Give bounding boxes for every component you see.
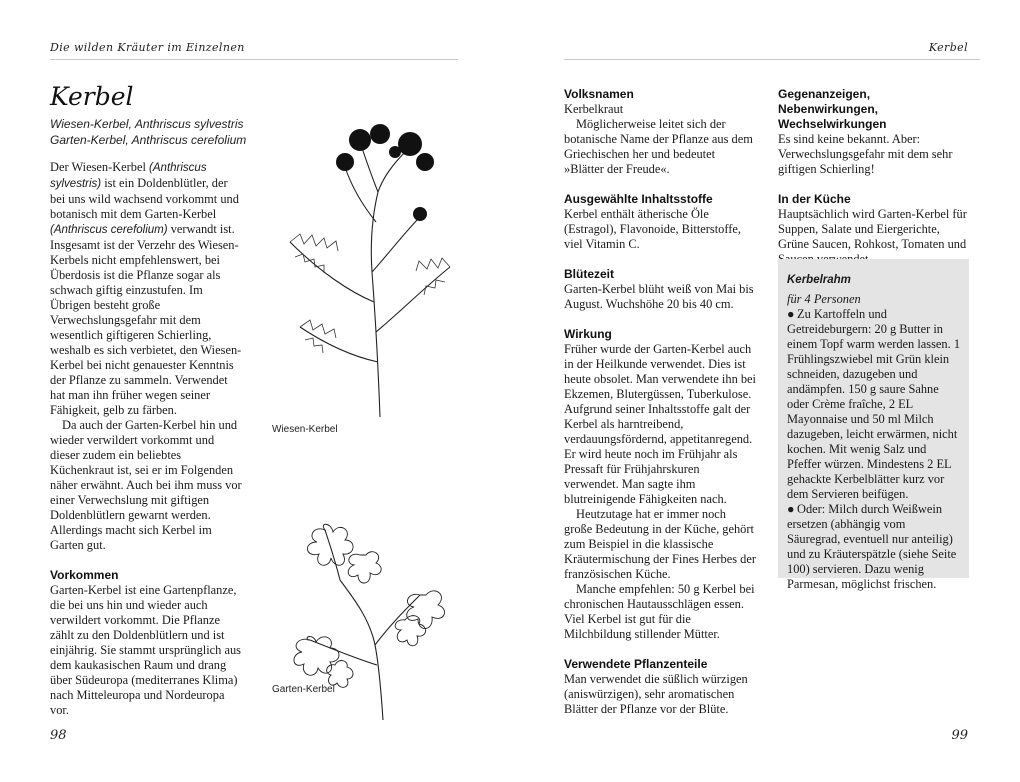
recipe-box <box>778 259 969 591</box>
intro-paragraph-1: Der Wiesen-Kerbel (Anthriscus sylvestris) ist ein Doldenblütler, der bei uns wild wachsend vorkommt und botanisch mit dem Garten-Kerbel (Anthriscus cerefolium) verwandt ist. Insgesamt ist der Verzehr des Wiesen-Kerbels nicht empfehlenswert, bei Überdosis ist die Pflanze sogar als schwach giftig einzustufen. Im Übrigen besteht große Verwechslungsgefahr mit dem wesentlich giftigeren Schierling, weshalb es sich verbietet, den Wiesen-Kerbel bei nicht genauester Kenntnis der Pflanze zu sammeln. Verwendet hat man ihn früher wegen seiner Fähigkeit, gelb zu färben. <box>50 160 242 417</box>
subtitle-wiesen-kerbel: Wiesen-Kerbel, Anthriscus sylvestris <box>50 117 244 131</box>
recipe-serves: für 4 Personen <box>787 292 861 306</box>
page-number-right: 99 <box>951 728 968 743</box>
intro-text <box>50 160 242 718</box>
heading-pflanzenteile: Verwendete Pflanzenteile <box>564 657 708 671</box>
caption-wiesen-kerbel: Wiesen-Kerbel <box>272 424 338 435</box>
page-number-left: 98 <box>50 728 67 743</box>
heading-kueche: In der Küche <box>778 192 851 206</box>
right-column-1 <box>564 87 756 717</box>
vorkommen-text: Garten-Kerbel ist eine Gartenpflanze, die bei uns hin und wieder auch verwildert vorkommt. Die Pflanze zählt zu den Doldenblütlern und ist einjährig. Sie stammt ursprünglich aus dem kaukasischen Raum und drang über Südeuropa (mediterranes Klima) nach Mitteleuropa und Nordeuropa vor. <box>50 583 241 717</box>
latin-name: (Anthriscus cerefolium) <box>50 224 168 236</box>
bullet-icon: ● <box>787 502 795 516</box>
running-head-left: Die wilden Kräuter im Einzelnen <box>50 41 245 54</box>
subtitle-garten-kerbel: Garten-Kerbel, Anthriscus cerefolium <box>50 133 247 147</box>
pflanzenteile-text: Man verwendet die süßlich würzigen (aniswürzigen), sehr aromatischen Blätter der Pflanze vor der Blüte. <box>564 672 748 716</box>
recipe-step-1: ● Zu Kartoffeln und Getreideburgern: 20 g Butter in einem Topf warm werden lassen. 1 Frühlingszwiebel mit Grün klein schneiden, dazugeben und andämpfen. 150 g saure Sahne oder Crème fraîche, 2 EL Mayonnaise und 50 ml Milch dazugeben, leicht erwärmen, nicht kochen. Mit wenig Salz und Pfeffer würzen. Mindestens 2 EL gehackte Kerbelblätter kurz vor dem Servieren beifügen. <box>787 307 961 501</box>
heading-wirkung: Wirkung <box>564 327 612 341</box>
wirkung-paragraph-1: Früher wurde der Garten-Kerbel auch in der Heilkunde verwendet. Dies ist heute obsolet. Man verwendete ihn bei Ekzemen, Blutergüssen, Tuberkulose. Aufgrund seiner Inhaltsstoffe galt der Kerbel als harntreibend, verdauungsfördernd, appetitanregend. Er wird heute noch im Frühjahr als Pressaft für Frühjahrskuren verwendet. Man sagte ihm blutreinigende Fähigkeiten nach. <box>564 342 756 506</box>
header-rule-right <box>564 59 980 60</box>
wiesen-kerbel-illustration <box>260 122 460 422</box>
heading-vorkommen: Vorkommen <box>50 568 119 582</box>
heading-gegenanzeigen: Gegenanzeigen, Nebenwirkungen, Wechselwirkungen <box>778 87 887 131</box>
bluetezeit-text: Garten-Kerbel blüht weiß von Mai bis August. Wuchshöhe 20 bis 40 cm. <box>564 282 754 311</box>
inhaltsstoffe-text: Kerbel enthält ätherische Öle (Estragol), Flavonoide, Bitterstoffe, viel Vitamin C. <box>564 207 741 251</box>
kueche-text: Hauptsächlich wird Garten-Kerbel für Suppen, Salate und Eiergerichte, Grüne Saucen, Rohkost, Tomaten und <box>778 207 967 251</box>
page-title: Kerbel <box>50 82 134 111</box>
volksnamen-name: Kerbelkraut <box>564 102 624 116</box>
heading-bluetezeit: Blütezeit <box>564 267 615 281</box>
intro-paragraph-2: Da auch der Garten-Kerbel hin und wieder verwildert vorkommt und dieser zudem ein beliebtes Küchenkraut ist, sei er im Folgenden näher erwähnt. Auch bei ihm muss vor einer Verwechslung mit giftigen Doldenblütlern gewarnt werden. Allerdings macht sich Kerbel im Garten gut. <box>50 418 242 552</box>
heading-inhaltsstoffe: Ausgewählte Inhaltsstoffe <box>564 192 713 206</box>
right-column-2 <box>778 87 973 267</box>
latin-name: (Anthriscus sylvestris) <box>50 162 207 190</box>
bullet-icon: ● <box>787 307 795 321</box>
volksnamen-text: Möglicherweise leitet sich der botanische Name der Pflanze aus dem Griechischen her und bedeutet »Blätter der Freude«. <box>564 117 753 176</box>
caption-garten-kerbel: Garten-Kerbel <box>272 684 335 695</box>
right-page <box>510 0 1020 782</box>
wirkung-paragraph-2: Heutzutage hat er immer noch große Bedeutung in der Küche, gehört zum Beispiel in die klassische Kräutermischung der Fines Herbes der französischen Küche. <box>564 507 756 581</box>
heading-volksnamen: Volksnamen <box>564 87 634 101</box>
recipe-step-2: ● Oder: Milch durch Weißwein ersetzen (abhängig vom Säuregrad, eventuell nur anteilig) und zu Kräuterspätzle (siehe Seite 100) servieren. Dazu wenig Parmesan, möglichst frischen. <box>787 502 957 591</box>
header-rule-left <box>50 59 458 60</box>
running-head-right: Kerbel <box>928 41 968 54</box>
wirkung-paragraph-3: Manche empfehlen: 50 g Kerbel bei chronischen Hautausschlägen essen. Viel Kerbel ist gut für die Milchbildung stillender Mütter. <box>564 582 755 641</box>
recipe-title: Kerbelrahm <box>787 274 851 286</box>
gegenanzeigen-text: Es sind keine bekannt. Aber: Verwechslungsgefahr mit dem sehr giftigen Schierling! <box>778 132 953 176</box>
